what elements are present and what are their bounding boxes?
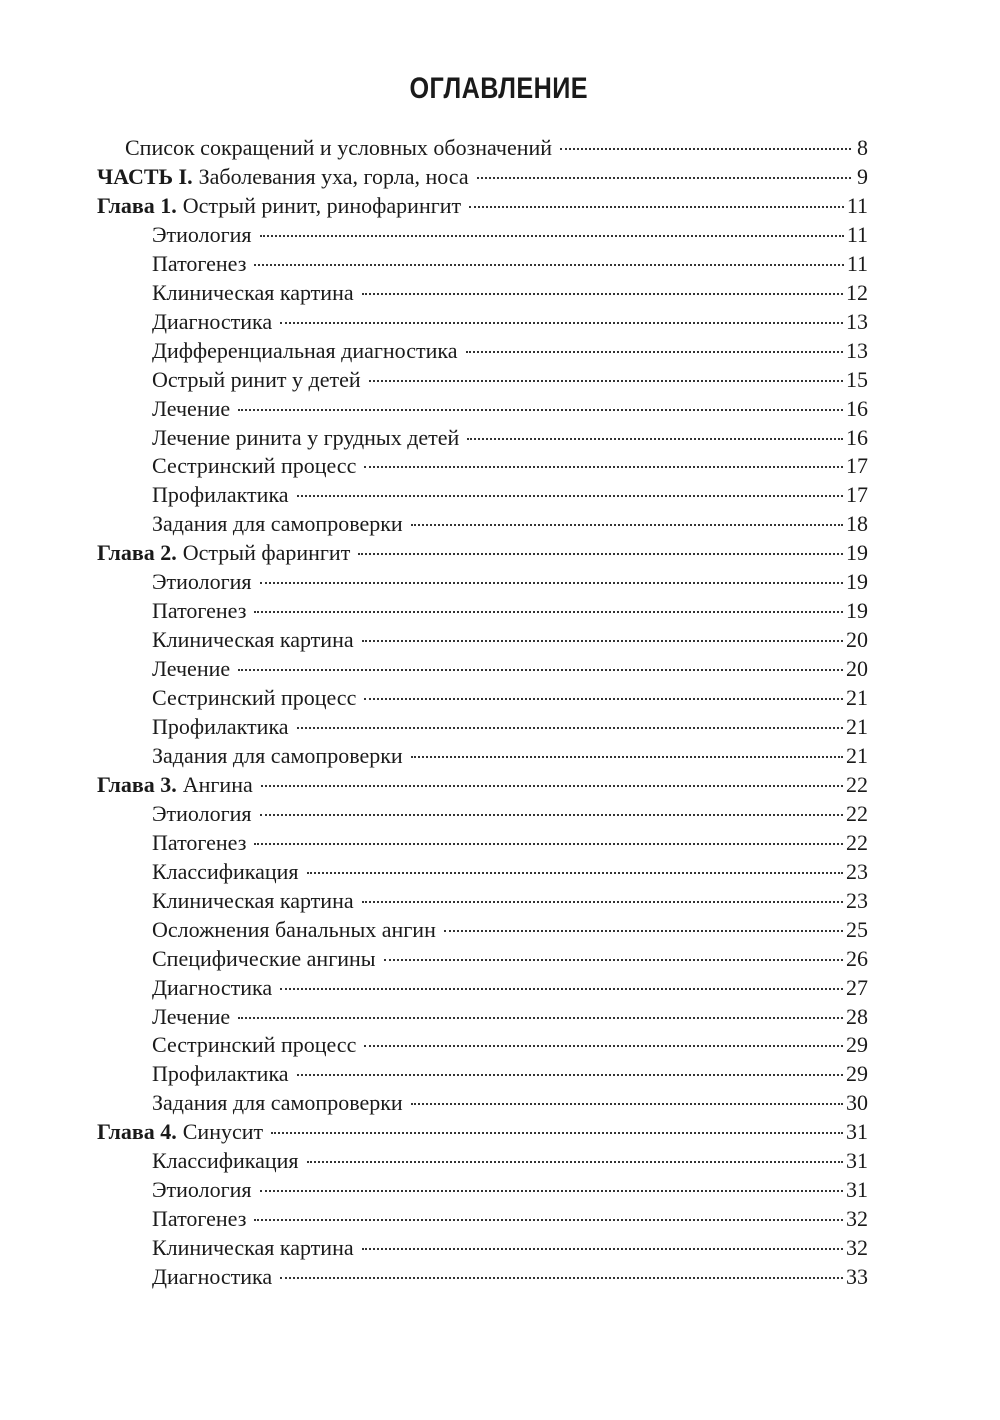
toc-dot-leader [466, 351, 844, 353]
toc-dot-leader [307, 1161, 843, 1163]
toc-dot-leader [238, 409, 843, 411]
toc-entry-title: Дифференциальная диагностика [152, 338, 458, 363]
toc-entry [152, 683, 868, 712]
toc-entry-page-number: 21 [846, 743, 868, 768]
toc-entry-page-number: 21 [846, 685, 868, 710]
toc-entry-page-number: 30 [846, 1090, 868, 1115]
toc-entry-title: Патогенез [152, 598, 247, 623]
toc-dot-leader [358, 553, 843, 555]
toc-entry [152, 423, 868, 452]
toc-entry-page-number: 29 [846, 1061, 868, 1086]
toc-entry-title: Профилактика [152, 1061, 289, 1086]
toc-entry-page-number: 19 [846, 598, 868, 623]
toc-entry [152, 973, 868, 1002]
toc-entry [152, 249, 868, 278]
toc-entry [152, 741, 868, 770]
toc-dot-leader [297, 1074, 843, 1076]
toc-entry-page-number: 22 [846, 830, 868, 855]
toc-entry-title: Профилактика [152, 482, 289, 507]
toc-entry-title: Этиология [152, 801, 252, 826]
toc-dot-leader [362, 1248, 843, 1250]
toc-dot-leader [271, 1132, 843, 1134]
toc-entry-title: Диагностика [152, 975, 273, 1000]
toc-entry-title: Клиническая картина [152, 627, 354, 652]
toc-entry-title: Осложнения банальных ангин [152, 917, 436, 942]
toc-entry-title: Острый фарингит [182, 540, 351, 565]
toc-entry-title: Этиология [152, 222, 252, 247]
toc-entry-title: Острый ринит, ринофарингит [182, 193, 462, 218]
toc-entry-title: Специфические ангины [152, 946, 376, 971]
toc-dot-leader [260, 582, 843, 584]
toc-entry [152, 394, 868, 423]
toc-entry-page-number: 31 [846, 1177, 868, 1202]
toc-entry-title: Лечение [152, 656, 231, 681]
toc-dot-leader [364, 466, 843, 468]
toc-entry-title: Патогенез [152, 1206, 247, 1231]
toc-dot-leader [297, 727, 843, 729]
toc-entry [97, 770, 868, 799]
toc-entry [152, 886, 868, 915]
toc-entry-title: Лечение [152, 1004, 231, 1029]
toc-dot-leader [384, 959, 843, 961]
toc-entry-title: Сестринский процесс [152, 685, 357, 710]
toc-entry-page-number: 19 [846, 569, 868, 594]
toc-dot-leader [254, 264, 843, 266]
toc-entry-title: Классификация [152, 1148, 299, 1173]
toc-entry-title: Задания для самопроверки [152, 1090, 403, 1115]
toc-entry [152, 944, 868, 973]
toc-entry [152, 1175, 868, 1204]
toc-entry [152, 1262, 868, 1291]
toc-title: ОГЛАВЛЕНИЕ [409, 72, 588, 105]
toc-entry-prefix: Глава 4. [97, 1119, 177, 1144]
toc-dot-leader [369, 380, 843, 382]
toc-dot-leader [254, 1219, 843, 1221]
toc-entry [152, 365, 868, 394]
toc-entry [97, 538, 868, 567]
toc-entry-title: Задания для самопроверки [152, 511, 403, 536]
toc-dot-leader [560, 148, 851, 150]
toc-entry [152, 596, 868, 625]
toc-entry-title: Этиология [152, 569, 252, 594]
toc-entry [152, 336, 868, 365]
toc-entry-page-number: 13 [846, 309, 868, 334]
toc-entry [152, 654, 868, 683]
toc-dot-leader [254, 611, 843, 613]
toc-entry [152, 915, 868, 944]
toc-entry-page-number: 22 [846, 801, 868, 826]
toc-entry-page-number: 8 [857, 135, 868, 160]
toc-entry-title: Этиология [152, 1177, 252, 1202]
toc-entry-title: Диагностика [152, 1264, 273, 1289]
toc-entry [152, 1204, 868, 1233]
toc-entry [152, 307, 868, 336]
toc-entry-title: Патогенез [152, 830, 247, 855]
toc-entry [152, 625, 868, 654]
toc-entry-page-number: 32 [846, 1235, 868, 1260]
toc-entry [97, 162, 868, 191]
toc-entry-page-number: 25 [846, 917, 868, 942]
toc-entry-prefix: ЧАСТЬ I. [97, 164, 193, 189]
toc-entry-title: Клиническая картина [152, 1235, 354, 1260]
toc-dot-leader [477, 177, 851, 179]
toc-entry [152, 799, 868, 828]
toc-dot-leader [364, 698, 843, 700]
toc-entry [152, 1233, 868, 1262]
toc-entry-page-number: 12 [846, 280, 868, 305]
toc-entry-page-number: 32 [846, 1206, 868, 1231]
toc-entry [97, 1117, 868, 1146]
toc-dot-leader [467, 438, 843, 440]
toc-entry [152, 451, 868, 480]
toc-entry [152, 1146, 868, 1175]
toc-entry-page-number: 21 [846, 714, 868, 739]
toc-dot-leader [411, 756, 843, 758]
toc-dot-leader [469, 206, 844, 208]
toc-entry-title: Список сокращений и условных обозначений [125, 135, 553, 160]
toc-entry-page-number: 31 [846, 1148, 868, 1173]
toc-dot-leader [261, 785, 843, 787]
toc-entry-title: Клиническая картина [152, 888, 354, 913]
toc-entry [152, 1030, 868, 1059]
toc-entry-title: Профилактика [152, 714, 289, 739]
toc-entry [152, 509, 868, 538]
toc-entry [152, 828, 868, 857]
toc-entry-title: Лечение [152, 396, 231, 421]
toc-dot-leader [254, 843, 843, 845]
toc-entry [152, 278, 868, 307]
toc-entry-title: Сестринский процесс [152, 1032, 357, 1057]
toc-entry-prefix: Глава 3. [97, 772, 177, 797]
toc-entry-title: Заболевания уха, горла, носа [198, 164, 469, 189]
toc-entry [125, 133, 868, 162]
toc-entry-page-number: 17 [846, 482, 868, 507]
toc-dot-leader [260, 1190, 843, 1192]
toc-entry-page-number: 9 [857, 164, 868, 189]
toc-dot-leader [280, 1277, 843, 1279]
toc-dot-leader [280, 322, 843, 324]
toc-dot-leader [280, 988, 843, 990]
toc-entry-prefix: Глава 1. [97, 193, 177, 218]
toc-entry-page-number: 20 [846, 656, 868, 681]
toc-entry [152, 1002, 868, 1031]
toc-entry-page-number: 16 [846, 396, 868, 421]
toc-entry-page-number: 16 [846, 425, 868, 450]
toc-entry-page-number: 23 [846, 888, 868, 913]
toc-dot-leader [238, 1017, 843, 1019]
toc-dot-leader [238, 669, 843, 671]
toc-entry [152, 220, 868, 249]
toc-dot-leader [362, 901, 843, 903]
toc-entry [97, 191, 868, 220]
toc-entry-page-number: 23 [846, 859, 868, 884]
toc-entry [152, 480, 868, 509]
toc-entry-page-number: 17 [846, 453, 868, 478]
toc-dot-leader [297, 495, 843, 497]
toc-entry [152, 1059, 868, 1088]
toc-entry [152, 857, 868, 886]
toc-entry-page-number: 22 [846, 772, 868, 797]
toc-entry-title: Сестринский процесс [152, 453, 357, 478]
toc-dot-leader [364, 1045, 843, 1047]
toc-entry-page-number: 31 [846, 1119, 868, 1144]
toc-entry-page-number: 26 [846, 946, 868, 971]
toc-entry [152, 567, 868, 596]
toc-entry-page-number: 29 [846, 1032, 868, 1057]
toc-entry-page-number: 11 [846, 193, 868, 218]
toc-entry-page-number: 33 [846, 1264, 868, 1289]
toc-dot-leader [260, 814, 843, 816]
toc-entry [152, 1088, 868, 1117]
toc-entry-title: Классификация [152, 859, 299, 884]
toc-entry-title: Синусит [182, 1119, 264, 1144]
toc-dot-leader [260, 235, 844, 237]
toc-entry-title: Диагностика [152, 309, 273, 334]
toc-dot-leader [411, 524, 843, 526]
toc-entry-page-number: 27 [846, 975, 868, 1000]
toc-dot-leader [411, 1103, 843, 1105]
toc-entry-title: Острый ринит у детей [152, 367, 361, 392]
toc-entry-page-number: 13 [846, 338, 868, 363]
toc-dot-leader [362, 640, 843, 642]
toc-entry-page-number: 11 [846, 251, 868, 276]
toc-entry-page-number: 20 [846, 627, 868, 652]
toc-entry-title: Клиническая картина [152, 280, 354, 305]
toc-dot-leader [362, 293, 843, 295]
toc-entry-page-number: 19 [846, 540, 868, 565]
toc-entry [152, 712, 868, 741]
toc-dot-leader [444, 930, 843, 932]
toc-entry-title: Лечение ринита у грудных детей [152, 425, 460, 450]
toc-entry-title: Задания для самопроверки [152, 743, 403, 768]
toc-entry-prefix: Глава 2. [97, 540, 177, 565]
toc-entry-page-number: 15 [846, 367, 868, 392]
toc-entry-title: Патогенез [152, 251, 247, 276]
toc-entry-page-number: 28 [846, 1004, 868, 1029]
toc-entry-page-number: 11 [846, 222, 868, 247]
toc-entry-title: Ангина [182, 772, 253, 797]
toc-entry-page-number: 18 [846, 511, 868, 536]
toc-dot-leader [307, 872, 843, 874]
